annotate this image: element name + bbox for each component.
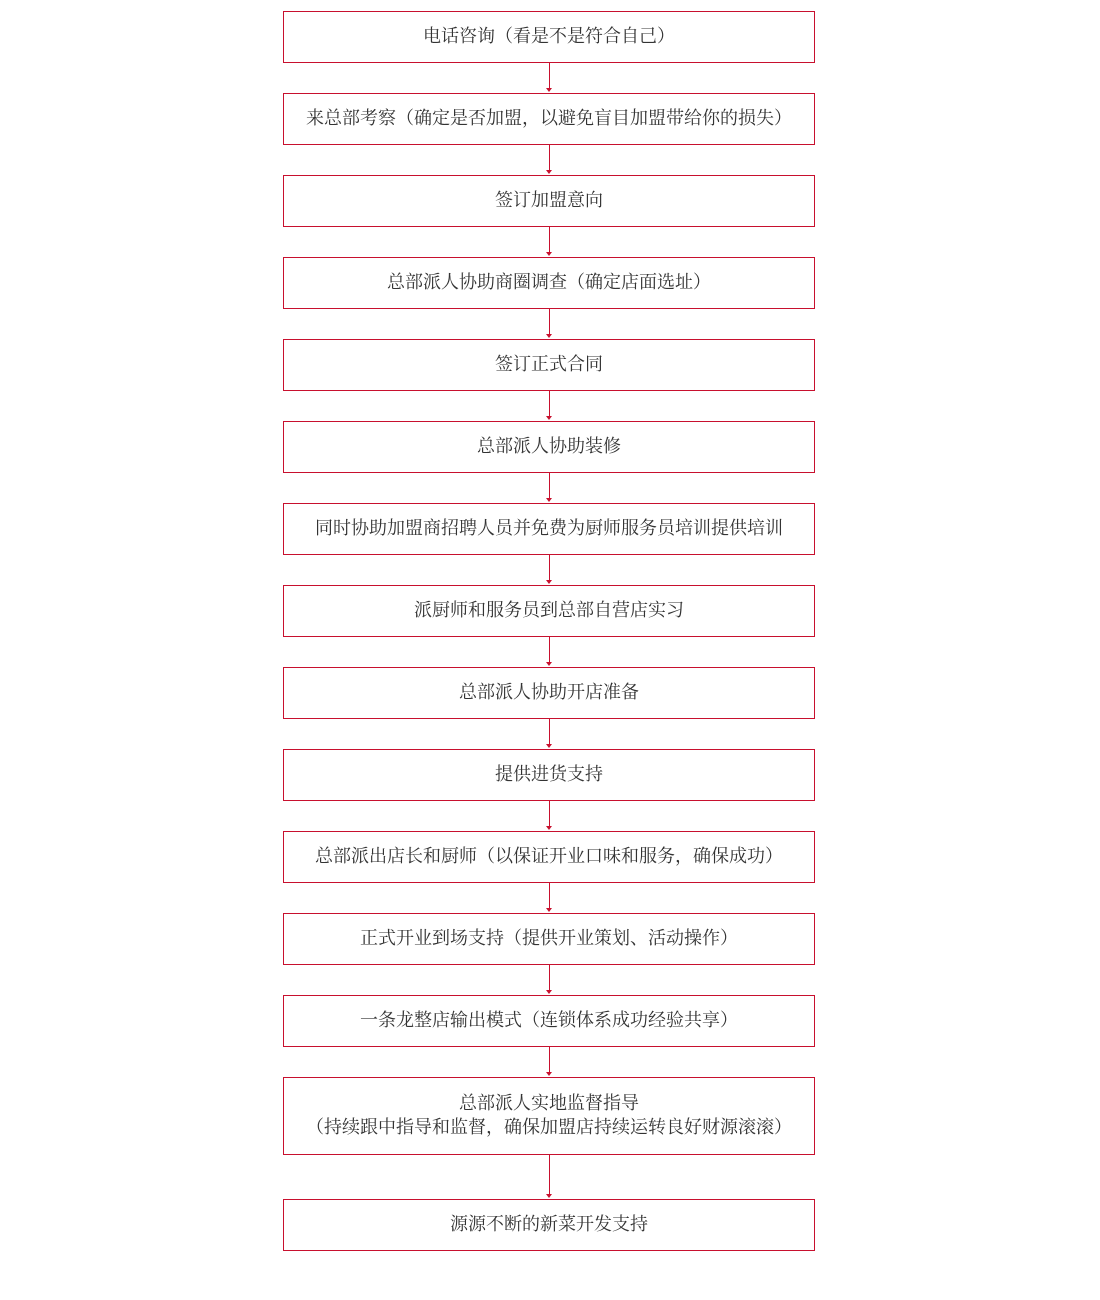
flow-step-14	[283, 1077, 815, 1155]
flow-step-label: 同时协助加盟商招聘人员并免费为厨师服务员培训提供培训	[315, 518, 783, 539]
flow-step-8	[283, 585, 815, 637]
flow-step-label: 提供进货支持	[495, 764, 603, 785]
flow-step-11	[283, 831, 815, 883]
flow-step-15	[283, 1199, 815, 1251]
flow-step-label: 源源不断的新菜开发支持	[450, 1214, 648, 1235]
flow-step-label: 总部派人协助装修	[477, 436, 621, 457]
down-arrow-icon	[549, 719, 551, 749]
down-arrow-icon	[549, 883, 551, 913]
flow-step-label: 总部派出店长和厨师（以保证开业口味和服务，确保成功）	[315, 846, 783, 867]
down-arrow-icon	[549, 965, 551, 995]
flow-step-7	[283, 503, 815, 555]
down-arrow-icon	[549, 1047, 551, 1077]
flow-step-3	[283, 175, 815, 227]
flow-step-6	[283, 421, 815, 473]
down-arrow-icon	[549, 309, 551, 339]
flow-step-label: 来总部考察（确定是否加盟，以避免盲目加盟带给你的损失）	[306, 108, 792, 129]
flow-step-5	[283, 339, 815, 391]
flow-step-13	[283, 995, 815, 1047]
flow-step-2	[283, 93, 815, 145]
flow-step-12	[283, 913, 815, 965]
flow-step-label: 总部派人实地监督指导	[459, 1093, 639, 1114]
flow-step-label: 正式开业到场支持（提供开业策划、活动操作）	[360, 928, 738, 949]
flow-step-label: 总部派人协助商圈调查（确定店面选址）	[387, 272, 711, 293]
down-arrow-icon	[549, 63, 551, 93]
flow-step-label: 签订加盟意向	[495, 190, 603, 211]
flow-step-label: （持续跟中指导和监督，确保加盟店持续运转良好财源滚滚）	[306, 1117, 792, 1138]
flow-step-1	[283, 11, 815, 63]
down-arrow-icon	[549, 1155, 551, 1199]
flow-step-label: 总部派人协助开店准备	[459, 682, 639, 703]
down-arrow-icon	[549, 801, 551, 831]
flow-step-label: 派厨师和服务员到总部自营店实习	[414, 600, 684, 621]
flow-step-label: 一条龙整店输出模式（连锁体系成功经验共享）	[360, 1010, 738, 1031]
down-arrow-icon	[549, 391, 551, 421]
flow-step-10	[283, 749, 815, 801]
down-arrow-icon	[549, 145, 551, 175]
flow-step-label: 签订正式合同	[495, 354, 603, 375]
flow-step-9	[283, 667, 815, 719]
down-arrow-icon	[549, 227, 551, 257]
flow-step-label: 电话咨询（看是不是符合自己）	[423, 26, 675, 47]
down-arrow-icon	[549, 637, 551, 667]
flow-step-4	[283, 257, 815, 309]
down-arrow-icon	[549, 473, 551, 503]
down-arrow-icon	[549, 555, 551, 585]
